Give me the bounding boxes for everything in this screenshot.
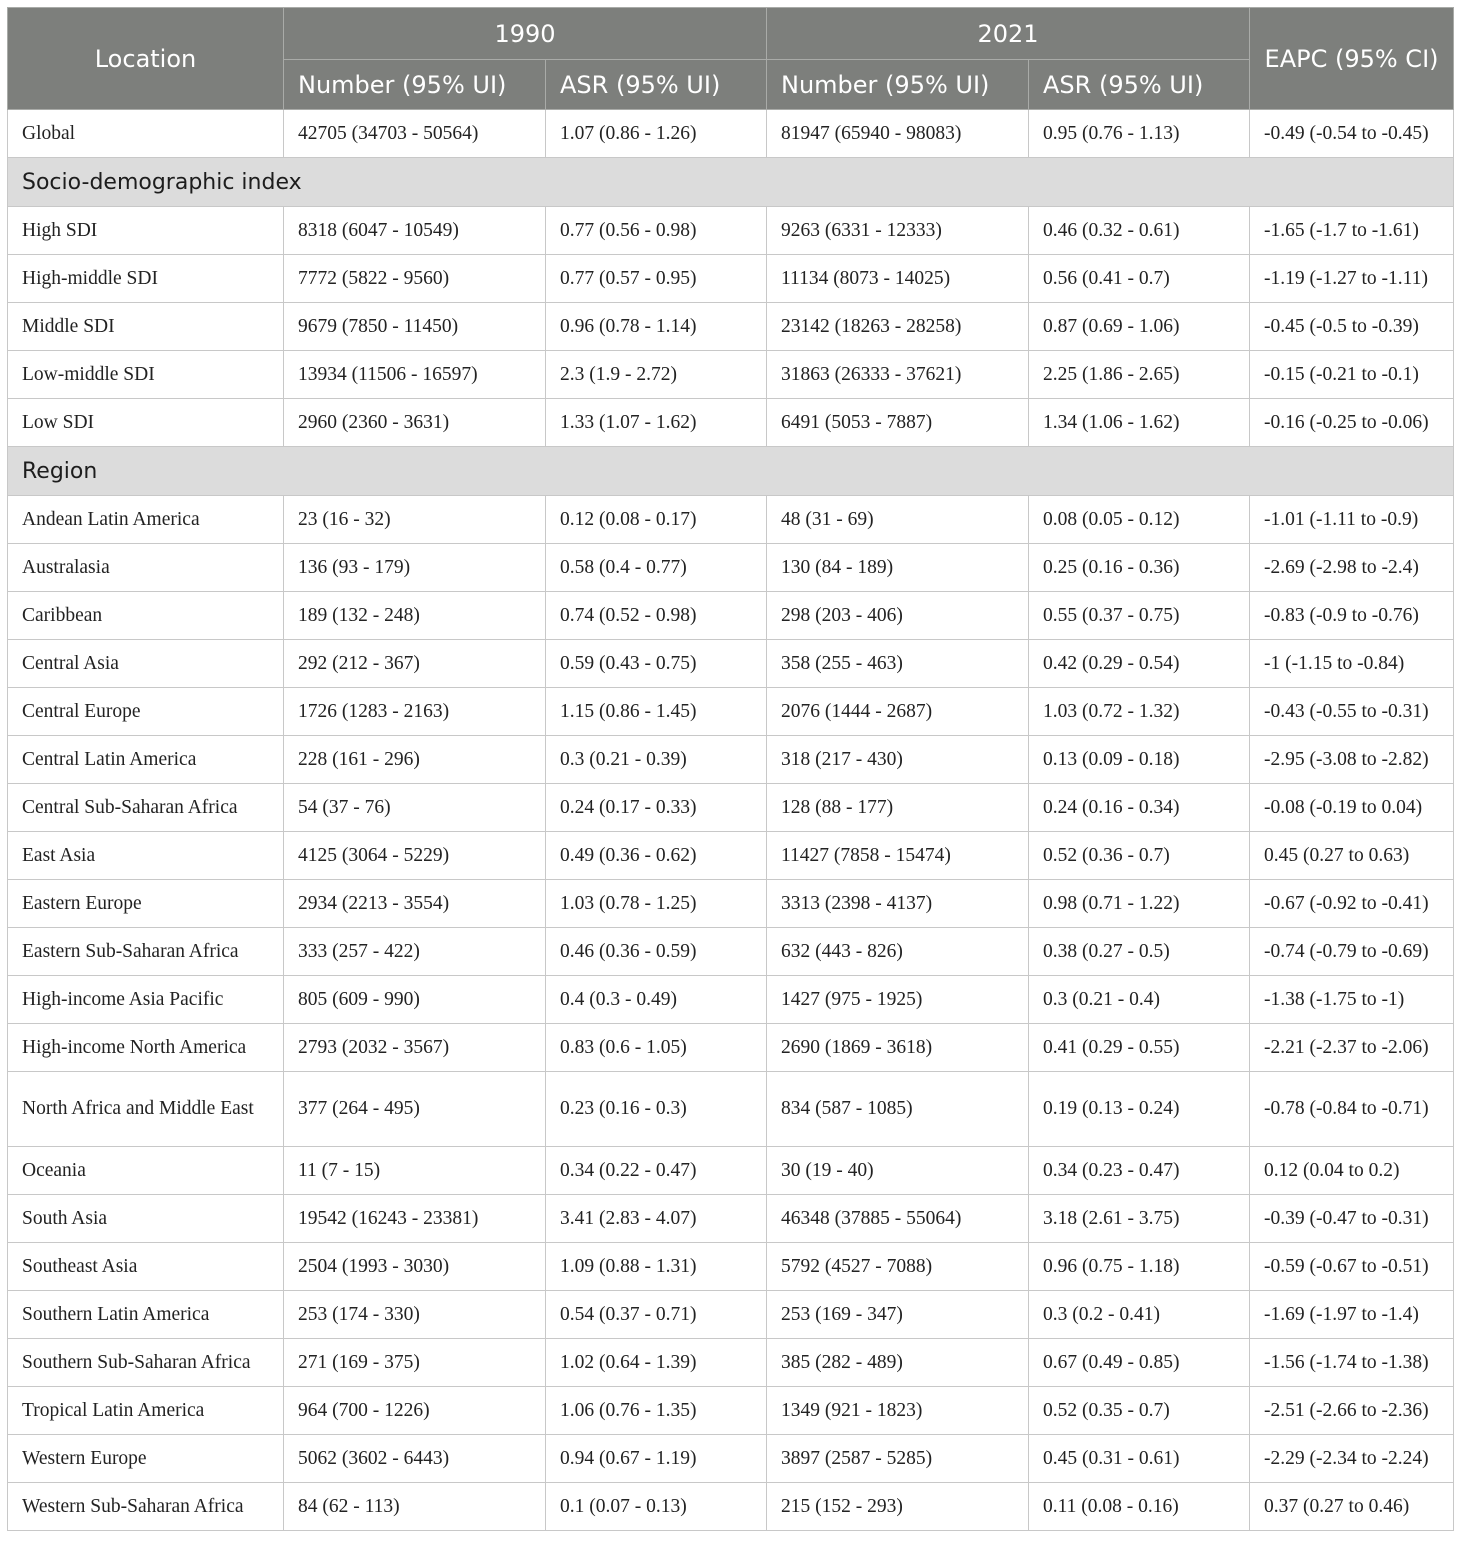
table-row bbox=[8, 688, 1454, 736]
cell-number-2021: 48 (31 - 69) bbox=[767, 496, 1029, 544]
cell-asr-2021: 0.25 (0.16 - 0.36) bbox=[1029, 544, 1250, 592]
cell-number-1990: 805 (609 - 990) bbox=[284, 976, 546, 1024]
table-row bbox=[8, 880, 1454, 928]
cell-eapc: -0.83 (-0.9 to -0.76) bbox=[1250, 592, 1454, 640]
table-row bbox=[8, 1243, 1454, 1291]
table-row bbox=[8, 832, 1454, 880]
table-row bbox=[8, 1291, 1454, 1339]
section-row-region bbox=[8, 447, 1454, 496]
cell-asr-1990: 0.4 (0.3 - 0.49) bbox=[546, 976, 767, 1024]
cell-eapc: -0.39 (-0.47 to -0.31) bbox=[1250, 1195, 1454, 1243]
cell-number-1990: 292 (212 - 367) bbox=[284, 640, 546, 688]
cell-eapc: -2.21 (-2.37 to -2.06) bbox=[1250, 1024, 1454, 1072]
cell-asr-2021: 0.3 (0.2 - 0.41) bbox=[1029, 1291, 1250, 1339]
cell-location: Eastern Sub-Saharan Africa bbox=[8, 928, 284, 976]
cell-asr-2021: 0.08 (0.05 - 0.12) bbox=[1029, 496, 1250, 544]
cell-location: Central Asia bbox=[8, 640, 284, 688]
cell-eapc: -2.69 (-2.98 to -2.4) bbox=[1250, 544, 1454, 592]
cell-asr-1990: 1.09 (0.88 - 1.31) bbox=[546, 1243, 767, 1291]
header-asr-2021: ASR (95% UI) bbox=[1029, 60, 1250, 110]
cell-asr-2021: 3.18 (2.61 - 3.75) bbox=[1029, 1195, 1250, 1243]
table-body bbox=[8, 110, 1454, 1531]
table-row bbox=[8, 303, 1454, 351]
header-year-2021: 2021 bbox=[767, 8, 1250, 60]
table-row bbox=[8, 544, 1454, 592]
table-row bbox=[8, 1339, 1454, 1387]
cell-asr-2021: 0.52 (0.36 - 0.7) bbox=[1029, 832, 1250, 880]
cell-number-1990: 253 (174 - 330) bbox=[284, 1291, 546, 1339]
cell-eapc: 0.12 (0.04 to 0.2) bbox=[1250, 1147, 1454, 1195]
cell-location: Western Sub-Saharan Africa bbox=[8, 1483, 284, 1531]
cell-asr-1990: 0.58 (0.4 - 0.77) bbox=[546, 544, 767, 592]
cell-asr-1990: 0.83 (0.6 - 1.05) bbox=[546, 1024, 767, 1072]
cell-number-1990: 7772 (5822 - 9560) bbox=[284, 255, 546, 303]
cell-number-2021: 1427 (975 - 1925) bbox=[767, 976, 1029, 1024]
cell-number-2021: 11427 (7858 - 15474) bbox=[767, 832, 1029, 880]
cell-asr-2021: 0.19 (0.13 - 0.24) bbox=[1029, 1072, 1250, 1147]
cell-eapc: -0.43 (-0.55 to -0.31) bbox=[1250, 688, 1454, 736]
cell-number-2021: 358 (255 - 463) bbox=[767, 640, 1029, 688]
cell-number-1990: 8318 (6047 - 10549) bbox=[284, 207, 546, 255]
cell-eapc: -2.51 (-2.66 to -2.36) bbox=[1250, 1387, 1454, 1435]
cell-number-2021: 318 (217 - 430) bbox=[767, 736, 1029, 784]
cell-eapc: -0.45 (-0.5 to -0.39) bbox=[1250, 303, 1454, 351]
cell-number-2021: 2076 (1444 - 2687) bbox=[767, 688, 1029, 736]
cell-asr-1990: 0.96 (0.78 - 1.14) bbox=[546, 303, 767, 351]
cell-asr-2021: 0.55 (0.37 - 0.75) bbox=[1029, 592, 1250, 640]
cell-location: Tropical Latin America bbox=[8, 1387, 284, 1435]
header-number-1990: Number (95% UI) bbox=[284, 60, 546, 110]
cell-number-2021: 130 (84 - 189) bbox=[767, 544, 1029, 592]
cell-location: Southeast Asia bbox=[8, 1243, 284, 1291]
cell-number-1990: 2934 (2213 - 3554) bbox=[284, 880, 546, 928]
cell-number-1990: 11 (7 - 15) bbox=[284, 1147, 546, 1195]
cell-asr-2021: 0.34 (0.23 - 0.47) bbox=[1029, 1147, 1250, 1195]
cell-number-2021: 385 (282 - 489) bbox=[767, 1339, 1029, 1387]
cell-eapc: -2.95 (-3.08 to -2.82) bbox=[1250, 736, 1454, 784]
cell-number-2021: 5792 (4527 - 7088) bbox=[767, 1243, 1029, 1291]
cell-location: Caribbean bbox=[8, 592, 284, 640]
cell-asr-1990: 0.94 (0.67 - 1.19) bbox=[546, 1435, 767, 1483]
cell-location: North Africa and Middle East bbox=[8, 1072, 284, 1147]
table-row bbox=[8, 1024, 1454, 1072]
burden-table bbox=[7, 7, 1454, 1531]
cell-asr-1990: 1.06 (0.76 - 1.35) bbox=[546, 1387, 767, 1435]
cell-location: Central Europe bbox=[8, 688, 284, 736]
cell-asr-2021: 0.96 (0.75 - 1.18) bbox=[1029, 1243, 1250, 1291]
cell-eapc: -0.08 (-0.19 to 0.04) bbox=[1250, 784, 1454, 832]
header-eapc: EAPC (95% CI) bbox=[1250, 8, 1454, 110]
cell-asr-2021: 0.95 (0.76 - 1.13) bbox=[1029, 110, 1250, 158]
cell-location: High-income Asia Pacific bbox=[8, 976, 284, 1024]
cell-asr-2021: 0.98 (0.71 - 1.22) bbox=[1029, 880, 1250, 928]
cell-eapc: -1.65 (-1.7 to -1.61) bbox=[1250, 207, 1454, 255]
cell-asr-2021: 2.25 (1.86 - 2.65) bbox=[1029, 351, 1250, 399]
table-row bbox=[8, 1435, 1454, 1483]
cell-number-2021: 834 (587 - 1085) bbox=[767, 1072, 1029, 1147]
cell-asr-1990: 0.23 (0.16 - 0.3) bbox=[546, 1072, 767, 1147]
cell-location: Low-middle SDI bbox=[8, 351, 284, 399]
cell-number-2021: 3313 (2398 - 4137) bbox=[767, 880, 1029, 928]
cell-location: Southern Sub-Saharan Africa bbox=[8, 1339, 284, 1387]
cell-location: Australasia bbox=[8, 544, 284, 592]
cell-number-1990: 2960 (2360 - 3631) bbox=[284, 399, 546, 447]
cell-location: Central Latin America bbox=[8, 736, 284, 784]
cell-asr-1990: 0.34 (0.22 - 0.47) bbox=[546, 1147, 767, 1195]
cell-number-1990: 271 (169 - 375) bbox=[284, 1339, 546, 1387]
header-year-1990: 1990 bbox=[284, 8, 767, 60]
cell-location: Low SDI bbox=[8, 399, 284, 447]
cell-eapc: -0.16 (-0.25 to -0.06) bbox=[1250, 399, 1454, 447]
cell-asr-2021: 1.03 (0.72 - 1.32) bbox=[1029, 688, 1250, 736]
cell-number-2021: 298 (203 - 406) bbox=[767, 592, 1029, 640]
cell-eapc: 0.45 (0.27 to 0.63) bbox=[1250, 832, 1454, 880]
cell-number-1990: 2793 (2032 - 3567) bbox=[284, 1024, 546, 1072]
cell-number-1990: 9679 (7850 - 11450) bbox=[284, 303, 546, 351]
cell-number-2021: 6491 (5053 - 7887) bbox=[767, 399, 1029, 447]
table-row bbox=[8, 255, 1454, 303]
cell-eapc: -0.74 (-0.79 to -0.69) bbox=[1250, 928, 1454, 976]
cell-number-1990: 4125 (3064 - 5229) bbox=[284, 832, 546, 880]
section-title-sdi: Socio-demographic index bbox=[8, 158, 1454, 207]
cell-asr-2021: 0.45 (0.31 - 0.61) bbox=[1029, 1435, 1250, 1483]
cell-asr-2021: 0.67 (0.49 - 0.85) bbox=[1029, 1339, 1250, 1387]
cell-number-2021: 1349 (921 - 1823) bbox=[767, 1387, 1029, 1435]
cell-asr-1990: 2.3 (1.9 - 2.72) bbox=[546, 351, 767, 399]
cell-asr-1990: 1.03 (0.78 - 1.25) bbox=[546, 880, 767, 928]
cell-asr-2021: 0.11 (0.08 - 0.16) bbox=[1029, 1483, 1250, 1531]
table-row bbox=[8, 1387, 1454, 1435]
cell-number-1990: 84 (62 - 113) bbox=[284, 1483, 546, 1531]
cell-eapc: -0.59 (-0.67 to -0.51) bbox=[1250, 1243, 1454, 1291]
cell-number-1990: 19542 (16243 - 23381) bbox=[284, 1195, 546, 1243]
table-row bbox=[8, 1072, 1454, 1147]
cell-location: East Asia bbox=[8, 832, 284, 880]
cell-location: Southern Latin America bbox=[8, 1291, 284, 1339]
cell-eapc: -0.15 (-0.21 to -0.1) bbox=[1250, 351, 1454, 399]
cell-location: High-income North America bbox=[8, 1024, 284, 1072]
cell-asr-2021: 0.24 (0.16 - 0.34) bbox=[1029, 784, 1250, 832]
cell-number-1990: 333 (257 - 422) bbox=[284, 928, 546, 976]
cell-asr-1990: 0.24 (0.17 - 0.33) bbox=[546, 784, 767, 832]
cell-asr-2021: 0.46 (0.32 - 0.61) bbox=[1029, 207, 1250, 255]
cell-number-2021: 31863 (26333 - 37621) bbox=[767, 351, 1029, 399]
table-row bbox=[8, 496, 1454, 544]
header-location: Location bbox=[8, 8, 284, 110]
cell-eapc: -1 (-1.15 to -0.84) bbox=[1250, 640, 1454, 688]
cell-number-1990: 2504 (1993 - 3030) bbox=[284, 1243, 546, 1291]
table-row bbox=[8, 640, 1454, 688]
cell-asr-2021: 0.87 (0.69 - 1.06) bbox=[1029, 303, 1250, 351]
cell-eapc: -1.56 (-1.74 to -1.38) bbox=[1250, 1339, 1454, 1387]
cell-number-2021: 23142 (18263 - 28258) bbox=[767, 303, 1029, 351]
cell-number-1990: 228 (161 - 296) bbox=[284, 736, 546, 784]
cell-number-1990: 13934 (11506 - 16597) bbox=[284, 351, 546, 399]
table-row bbox=[8, 592, 1454, 640]
cell-asr-1990: 0.77 (0.57 - 0.95) bbox=[546, 255, 767, 303]
cell-location: Oceania bbox=[8, 1147, 284, 1195]
cell-number-1990: 23 (16 - 32) bbox=[284, 496, 546, 544]
cell-number-2021: 30 (19 - 40) bbox=[767, 1147, 1029, 1195]
cell-asr-2021: 0.38 (0.27 - 0.5) bbox=[1029, 928, 1250, 976]
cell-location: Andean Latin America bbox=[8, 496, 284, 544]
cell-asr-1990: 0.49 (0.36 - 0.62) bbox=[546, 832, 767, 880]
cell-asr-2021: 0.41 (0.29 - 0.55) bbox=[1029, 1024, 1250, 1072]
data-table-container bbox=[7, 7, 1453, 1531]
cell-eapc: 0.37 (0.27 to 0.46) bbox=[1250, 1483, 1454, 1531]
cell-number-2021: 46348 (37885 - 55064) bbox=[767, 1195, 1029, 1243]
cell-number-2021: 9263 (6331 - 12333) bbox=[767, 207, 1029, 255]
cell-number-2021: 253 (169 - 347) bbox=[767, 1291, 1029, 1339]
cell-number-1990: 964 (700 - 1226) bbox=[284, 1387, 546, 1435]
cell-number-2021: 2690 (1869 - 3618) bbox=[767, 1024, 1029, 1072]
table-row bbox=[8, 1483, 1454, 1531]
cell-location: Central Sub-Saharan Africa bbox=[8, 784, 284, 832]
cell-asr-1990: 0.77 (0.56 - 0.98) bbox=[546, 207, 767, 255]
cell-eapc: -2.29 (-2.34 to -2.24) bbox=[1250, 1435, 1454, 1483]
cell-asr-1990: 1.33 (1.07 - 1.62) bbox=[546, 399, 767, 447]
cell-asr-1990: 1.02 (0.64 - 1.39) bbox=[546, 1339, 767, 1387]
cell-asr-1990: 0.74 (0.52 - 0.98) bbox=[546, 592, 767, 640]
cell-asr-2021: 0.42 (0.29 - 0.54) bbox=[1029, 640, 1250, 688]
table-row bbox=[8, 736, 1454, 784]
table-row bbox=[8, 399, 1454, 447]
cell-number-2021: 81947 (65940 - 98083) bbox=[767, 110, 1029, 158]
cell-eapc: -0.49 (-0.54 to -0.45) bbox=[1250, 110, 1454, 158]
table-row bbox=[8, 351, 1454, 399]
cell-location: Western Europe bbox=[8, 1435, 284, 1483]
cell-asr-1990: 0.12 (0.08 - 0.17) bbox=[546, 496, 767, 544]
cell-number-2021: 215 (152 - 293) bbox=[767, 1483, 1029, 1531]
section-row-sdi bbox=[8, 158, 1454, 207]
cell-location: South Asia bbox=[8, 1195, 284, 1243]
table-row bbox=[8, 784, 1454, 832]
cell-location: Eastern Europe bbox=[8, 880, 284, 928]
cell-eapc: -0.67 (-0.92 to -0.41) bbox=[1250, 880, 1454, 928]
table-row-global bbox=[8, 110, 1454, 158]
table-row bbox=[8, 1147, 1454, 1195]
cell-eapc: -1.69 (-1.97 to -1.4) bbox=[1250, 1291, 1454, 1339]
cell-number-2021: 3897 (2587 - 5285) bbox=[767, 1435, 1029, 1483]
cell-asr-1990: 1.07 (0.86 - 1.26) bbox=[546, 110, 767, 158]
cell-asr-1990: 3.41 (2.83 - 4.07) bbox=[546, 1195, 767, 1243]
cell-location: Global bbox=[8, 110, 284, 158]
cell-location: Middle SDI bbox=[8, 303, 284, 351]
cell-eapc: -1.01 (-1.11 to -0.9) bbox=[1250, 496, 1454, 544]
cell-asr-2021: 0.56 (0.41 - 0.7) bbox=[1029, 255, 1250, 303]
cell-eapc: -1.38 (-1.75 to -1) bbox=[1250, 976, 1454, 1024]
section-title-region: Region bbox=[8, 447, 1454, 496]
cell-asr-2021: 0.52 (0.35 - 0.7) bbox=[1029, 1387, 1250, 1435]
cell-location: High-middle SDI bbox=[8, 255, 284, 303]
cell-number-2021: 128 (88 - 177) bbox=[767, 784, 1029, 832]
header-number-2021: Number (95% UI) bbox=[767, 60, 1029, 110]
cell-asr-2021: 0.13 (0.09 - 0.18) bbox=[1029, 736, 1250, 784]
table-row bbox=[8, 928, 1454, 976]
cell-number-1990: 42705 (34703 - 50564) bbox=[284, 110, 546, 158]
cell-asr-1990: 0.59 (0.43 - 0.75) bbox=[546, 640, 767, 688]
cell-eapc: -0.78 (-0.84 to -0.71) bbox=[1250, 1072, 1454, 1147]
cell-asr-1990: 1.15 (0.86 - 1.45) bbox=[546, 688, 767, 736]
header-asr-1990: ASR (95% UI) bbox=[546, 60, 767, 110]
cell-asr-2021: 0.3 (0.21 - 0.4) bbox=[1029, 976, 1250, 1024]
table-row bbox=[8, 976, 1454, 1024]
cell-number-2021: 632 (443 - 826) bbox=[767, 928, 1029, 976]
cell-asr-2021: 1.34 (1.06 - 1.62) bbox=[1029, 399, 1250, 447]
cell-number-1990: 136 (93 - 179) bbox=[284, 544, 546, 592]
table-header bbox=[8, 8, 1454, 110]
cell-asr-1990: 0.46 (0.36 - 0.59) bbox=[546, 928, 767, 976]
table-row bbox=[8, 1195, 1454, 1243]
cell-number-1990: 1726 (1283 - 2163) bbox=[284, 688, 546, 736]
cell-number-1990: 5062 (3602 - 6443) bbox=[284, 1435, 546, 1483]
cell-eapc: -1.19 (-1.27 to -1.11) bbox=[1250, 255, 1454, 303]
cell-location: High SDI bbox=[8, 207, 284, 255]
cell-asr-1990: 0.3 (0.21 - 0.39) bbox=[546, 736, 767, 784]
cell-number-2021: 11134 (8073 - 14025) bbox=[767, 255, 1029, 303]
cell-number-1990: 189 (132 - 248) bbox=[284, 592, 546, 640]
table-row bbox=[8, 207, 1454, 255]
cell-number-1990: 377 (264 - 495) bbox=[284, 1072, 546, 1147]
cell-number-1990: 54 (37 - 76) bbox=[284, 784, 546, 832]
cell-asr-1990: 0.54 (0.37 - 0.71) bbox=[546, 1291, 767, 1339]
cell-asr-1990: 0.1 (0.07 - 0.13) bbox=[546, 1483, 767, 1531]
